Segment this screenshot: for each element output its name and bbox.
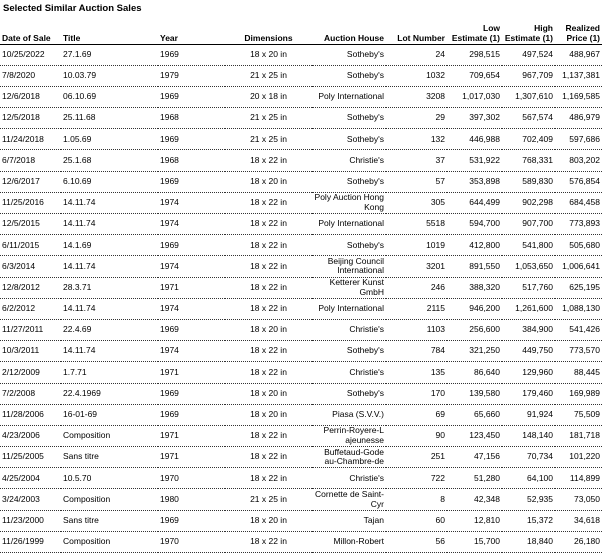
cell-low: 86,640: [447, 362, 502, 383]
cell-high: 907,700: [502, 214, 555, 235]
cell-year: 1970: [158, 531, 225, 552]
cell-realized: 505,680: [555, 235, 602, 256]
table-row: [0, 362, 602, 383]
cell-lot: 132: [386, 129, 447, 150]
cell-date: 12/6/2018: [0, 86, 61, 107]
cell-low: 891,550: [447, 256, 502, 277]
cell-house: Poly International: [312, 298, 386, 319]
cell-low: 353,898: [447, 171, 502, 192]
cell-high: 1,261,600: [502, 298, 555, 319]
cell-high: 70,734: [502, 447, 555, 468]
cell-low: 47,156: [447, 447, 502, 468]
cell-realized: 488,967: [555, 44, 602, 65]
cell-date: 7/8/2020: [0, 65, 61, 86]
cell-low: 139,580: [447, 383, 502, 404]
cell-date: 6/2/2012: [0, 298, 61, 319]
cell-realized: 1,137,381: [555, 65, 602, 86]
col-header-title: Title: [61, 15, 158, 44]
cell-dimensions: 18 x 22 in: [225, 192, 312, 213]
cell-dimensions: 20 x 18 in: [225, 86, 312, 107]
cell-year: 1974: [158, 214, 225, 235]
cell-year: 1971: [158, 362, 225, 383]
cell-title: 22.4.69: [61, 319, 158, 340]
cell-date: 11/23/2000: [0, 510, 61, 531]
cell-year: 1969: [158, 129, 225, 150]
cell-title: Sans titre: [61, 510, 158, 531]
cell-lot: 56: [386, 531, 447, 552]
cell-house: Sotheby's: [312, 341, 386, 362]
cell-realized: 1,169,585: [555, 86, 602, 107]
table-row: [0, 298, 602, 319]
cell-realized: 101,220: [555, 447, 602, 468]
cell-low: 709,654: [447, 65, 502, 86]
cell-lot: 1019: [386, 235, 447, 256]
cell-year: 1970: [158, 468, 225, 489]
table-row: [0, 192, 602, 213]
cell-year: 1971: [158, 447, 225, 468]
cell-title: 25.1.68: [61, 150, 158, 171]
cell-high: 15,372: [502, 510, 555, 531]
cell-low: 946,200: [447, 298, 502, 319]
cell-dimensions: 18 x 22 in: [225, 425, 312, 446]
table-row: [0, 468, 602, 489]
cell-date: 12/5/2018: [0, 108, 61, 129]
cell-dimensions: 18 x 22 in: [225, 277, 312, 298]
table-row: [0, 235, 602, 256]
cell-high: 902,298: [502, 192, 555, 213]
cell-lot: 90: [386, 425, 447, 446]
cell-house: Christie's: [312, 468, 386, 489]
table-row: [0, 425, 602, 446]
cell-low: 15,700: [447, 531, 502, 552]
cell-high: 129,960: [502, 362, 555, 383]
cell-year: 1974: [158, 298, 225, 319]
cell-low: 42,348: [447, 489, 502, 510]
cell-house: Christie's: [312, 362, 386, 383]
cell-realized: 803,202: [555, 150, 602, 171]
cell-title: 1.7.71: [61, 362, 158, 383]
cell-date: 2/12/2009: [0, 362, 61, 383]
cell-lot: 3201: [386, 256, 447, 277]
cell-low: 321,250: [447, 341, 502, 362]
cell-title: 14.11.74: [61, 298, 158, 319]
cell-date: 6/11/2015: [0, 235, 61, 256]
cell-year: 1974: [158, 256, 225, 277]
cell-dimensions: 18 x 22 in: [225, 531, 312, 552]
page-title: Selected Similar Auction Sales: [3, 3, 142, 14]
cell-dimensions: 18 x 22 in: [225, 468, 312, 489]
cell-high: 91,924: [502, 404, 555, 425]
cell-realized: 73,050: [555, 489, 602, 510]
table-row: [0, 108, 602, 129]
cell-lot: 1032: [386, 65, 447, 86]
cell-dimensions: 18 x 22 in: [225, 341, 312, 362]
cell-dimensions: 18 x 22 in: [225, 256, 312, 277]
table-row: [0, 214, 602, 235]
table-row: [0, 65, 602, 86]
col-header-dimensions: Dimensions: [225, 15, 312, 44]
cell-title: Sans titre: [61, 447, 158, 468]
cell-title: Composition: [61, 531, 158, 552]
cell-lot: 1103: [386, 319, 447, 340]
cell-dimensions: 18 x 20 in: [225, 383, 312, 404]
cell-low: 397,302: [447, 108, 502, 129]
cell-realized: 114,899: [555, 468, 602, 489]
cell-dimensions: 18 x 20 in: [225, 510, 312, 531]
cell-date: 11/25/2005: [0, 447, 61, 468]
cell-low: 1,017,030: [447, 86, 502, 107]
cell-year: 1969: [158, 86, 225, 107]
table-row: [0, 86, 602, 107]
cell-date: 11/26/1999: [0, 531, 61, 552]
cell-title: Composition: [61, 489, 158, 510]
cell-high: 18,840: [502, 531, 555, 552]
cell-date: 6/3/2014: [0, 256, 61, 277]
cell-title: 28.3.71: [61, 277, 158, 298]
cell-year: 1969: [158, 235, 225, 256]
cell-realized: 486,979: [555, 108, 602, 129]
cell-house: Buffetaud-Gode au-Chambre-de: [312, 447, 386, 468]
cell-title: 14.11.74: [61, 214, 158, 235]
cell-house: Beijing Council International: [312, 256, 386, 277]
cell-high: 148,140: [502, 425, 555, 446]
cell-realized: 541,426: [555, 319, 602, 340]
cell-realized: 684,458: [555, 192, 602, 213]
cell-house: Poly Auction Hong Kong: [312, 192, 386, 213]
cell-high: 497,524: [502, 44, 555, 65]
cell-title: 14.11.74: [61, 256, 158, 277]
col-header-house: Auction House: [312, 15, 386, 44]
cell-realized: 1,088,130: [555, 298, 602, 319]
table-row: [0, 341, 602, 362]
cell-low: 388,320: [447, 277, 502, 298]
cell-realized: 576,854: [555, 171, 602, 192]
cell-realized: 88,445: [555, 362, 602, 383]
col-header-lot: Lot Number: [386, 15, 447, 44]
cell-realized: 1,006,641: [555, 256, 602, 277]
cell-low: 446,988: [447, 129, 502, 150]
cell-house: Sotheby's: [312, 129, 386, 150]
cell-year: 1980: [158, 489, 225, 510]
cell-lot: 60: [386, 510, 447, 531]
cell-realized: 34,618: [555, 510, 602, 531]
cell-low: 123,450: [447, 425, 502, 446]
cell-year: 1979: [158, 65, 225, 86]
cell-house: Sotheby's: [312, 235, 386, 256]
table-row: [0, 489, 602, 510]
cell-dimensions: 21 x 25 in: [225, 108, 312, 129]
cell-dimensions: 18 x 22 in: [225, 298, 312, 319]
cell-realized: 773,570: [555, 341, 602, 362]
cell-realized: 75,509: [555, 404, 602, 425]
table-row: [0, 44, 602, 65]
cell-high: 967,709: [502, 65, 555, 86]
cell-dimensions: 18 x 22 in: [225, 362, 312, 383]
cell-date: 11/24/2018: [0, 129, 61, 150]
cell-date: 12/8/2012: [0, 277, 61, 298]
cell-high: 589,830: [502, 171, 555, 192]
cell-dimensions: 18 x 22 in: [225, 447, 312, 468]
cell-lot: 37: [386, 150, 447, 171]
cell-title: 16-01-69: [61, 404, 158, 425]
cell-date: 11/25/2016: [0, 192, 61, 213]
cell-title: 14.11.74: [61, 192, 158, 213]
cell-title: 25.11.68: [61, 108, 158, 129]
cell-lot: 5518: [386, 214, 447, 235]
cell-year: 1971: [158, 425, 225, 446]
cell-year: 1969: [158, 404, 225, 425]
cell-lot: 2115: [386, 298, 447, 319]
cell-title: Composition: [61, 425, 158, 446]
cell-low: 412,800: [447, 235, 502, 256]
cell-realized: 773,893: [555, 214, 602, 235]
cell-high: 179,460: [502, 383, 555, 404]
cell-dimensions: 21 x 25 in: [225, 129, 312, 150]
cell-date: 10/25/2022: [0, 44, 61, 65]
cell-date: 11/27/2011: [0, 319, 61, 340]
cell-lot: 29: [386, 108, 447, 129]
cell-year: 1969: [158, 510, 225, 531]
cell-title: 10.03.79: [61, 65, 158, 86]
cell-dimensions: 18 x 20 in: [225, 319, 312, 340]
cell-house: Piasa (S.V.V.): [312, 404, 386, 425]
cell-high: 384,900: [502, 319, 555, 340]
cell-lot: 246: [386, 277, 447, 298]
cell-title: 6.10.69: [61, 171, 158, 192]
cell-high: 541,800: [502, 235, 555, 256]
cell-lot: 784: [386, 341, 447, 362]
cell-high: 702,409: [502, 129, 555, 150]
table-row: [0, 383, 602, 404]
cell-date: 7/2/2008: [0, 383, 61, 404]
cell-lot: 24: [386, 44, 447, 65]
cell-date: 12/5/2015: [0, 214, 61, 235]
cell-high: 449,750: [502, 341, 555, 362]
cell-dimensions: 21 x 25 in: [225, 489, 312, 510]
cell-lot: 722: [386, 468, 447, 489]
cell-year: 1969: [158, 171, 225, 192]
cell-house: Sotheby's: [312, 65, 386, 86]
cell-low: 256,600: [447, 319, 502, 340]
cell-house: Poly International: [312, 214, 386, 235]
cell-low: 51,280: [447, 468, 502, 489]
table-row: [0, 404, 602, 425]
col-header-date: Date of Sale: [0, 15, 61, 44]
cell-year: 1969: [158, 44, 225, 65]
cell-house: Tajan: [312, 510, 386, 531]
cell-lot: 305: [386, 192, 447, 213]
cell-house: Perrin-Royere-L ajeunesse: [312, 425, 386, 446]
table-row: [0, 319, 602, 340]
cell-lot: 3208: [386, 86, 447, 107]
col-header-realized: Realized Price (1): [555, 15, 602, 44]
cell-year: 1969: [158, 319, 225, 340]
table-row: [0, 510, 602, 531]
cell-title: 14.11.74: [61, 341, 158, 362]
cell-lot: 8: [386, 489, 447, 510]
table-header-row: [0, 15, 602, 44]
col-header-low: Low Estimate (1): [447, 15, 502, 44]
table-row: [0, 447, 602, 468]
cell-house: Cornette de Saint-Cyr: [312, 489, 386, 510]
cell-lot: 170: [386, 383, 447, 404]
table-row: [0, 277, 602, 298]
cell-low: 65,660: [447, 404, 502, 425]
cell-title: 10.5.70: [61, 468, 158, 489]
table-row: [0, 531, 602, 552]
cell-low: 644,499: [447, 192, 502, 213]
cell-title: 27.1.69: [61, 44, 158, 65]
cell-low: 594,700: [447, 214, 502, 235]
cell-high: 768,331: [502, 150, 555, 171]
cell-house: Sotheby's: [312, 171, 386, 192]
cell-year: 1969: [158, 383, 225, 404]
cell-house: Christie's: [312, 150, 386, 171]
cell-high: 64,100: [502, 468, 555, 489]
cell-dimensions: 18 x 20 in: [225, 171, 312, 192]
cell-house: Ketterer Kunst GmbH: [312, 277, 386, 298]
col-header-high: High Estimate (1): [502, 15, 555, 44]
cell-date: 3/24/2003: [0, 489, 61, 510]
cell-lot: 251: [386, 447, 447, 468]
cell-dimensions: 18 x 20 in: [225, 404, 312, 425]
cell-year: 1968: [158, 150, 225, 171]
cell-lot: 135: [386, 362, 447, 383]
cell-date: 10/3/2011: [0, 341, 61, 362]
table-row: [0, 171, 602, 192]
cell-house: Sotheby's: [312, 108, 386, 129]
cell-high: 567,574: [502, 108, 555, 129]
cell-high: 52,935: [502, 489, 555, 510]
cell-year: 1971: [158, 277, 225, 298]
cell-dimensions: 18 x 20 in: [225, 44, 312, 65]
cell-low: 298,515: [447, 44, 502, 65]
cell-realized: 625,195: [555, 277, 602, 298]
cell-dimensions: 18 x 22 in: [225, 235, 312, 256]
cell-house: Poly International: [312, 86, 386, 107]
table-row: [0, 256, 602, 277]
cell-dimensions: 18 x 22 in: [225, 150, 312, 171]
cell-house: Sotheby's: [312, 383, 386, 404]
col-header-year: Year: [158, 15, 225, 44]
cell-low: 12,810: [447, 510, 502, 531]
cell-lot: 69: [386, 404, 447, 425]
cell-year: 1968: [158, 108, 225, 129]
cell-year: 1974: [158, 341, 225, 362]
cell-date: 4/25/2004: [0, 468, 61, 489]
table-row: [0, 129, 602, 150]
cell-house: Sotheby's: [312, 44, 386, 65]
cell-date: 12/6/2017: [0, 171, 61, 192]
cell-high: 1,307,610: [502, 86, 555, 107]
cell-dimensions: 18 x 22 in: [225, 214, 312, 235]
cell-house: Millon-Robert: [312, 531, 386, 552]
cell-dimensions: 21 x 25 in: [225, 65, 312, 86]
cell-realized: 597,686: [555, 129, 602, 150]
cell-low: 531,922: [447, 150, 502, 171]
cell-title: 14.1.69: [61, 235, 158, 256]
cell-title: 06.10.69: [61, 86, 158, 107]
cell-year: 1974: [158, 192, 225, 213]
cell-realized: 26,180: [555, 531, 602, 552]
cell-date: 4/23/2006: [0, 425, 61, 446]
cell-realized: 181,718: [555, 425, 602, 446]
cell-title: 22.4.1969: [61, 383, 158, 404]
cell-house: Christie's: [312, 319, 386, 340]
cell-date: 11/28/2006: [0, 404, 61, 425]
cell-date: 6/7/2018: [0, 150, 61, 171]
cell-high: 517,760: [502, 277, 555, 298]
table-row: [0, 150, 602, 171]
cell-lot: 57: [386, 171, 447, 192]
auction-sales-table: [0, 15, 602, 553]
cell-realized: 169,989: [555, 383, 602, 404]
cell-high: 1,053,650: [502, 256, 555, 277]
cell-title: 1.05.69: [61, 129, 158, 150]
